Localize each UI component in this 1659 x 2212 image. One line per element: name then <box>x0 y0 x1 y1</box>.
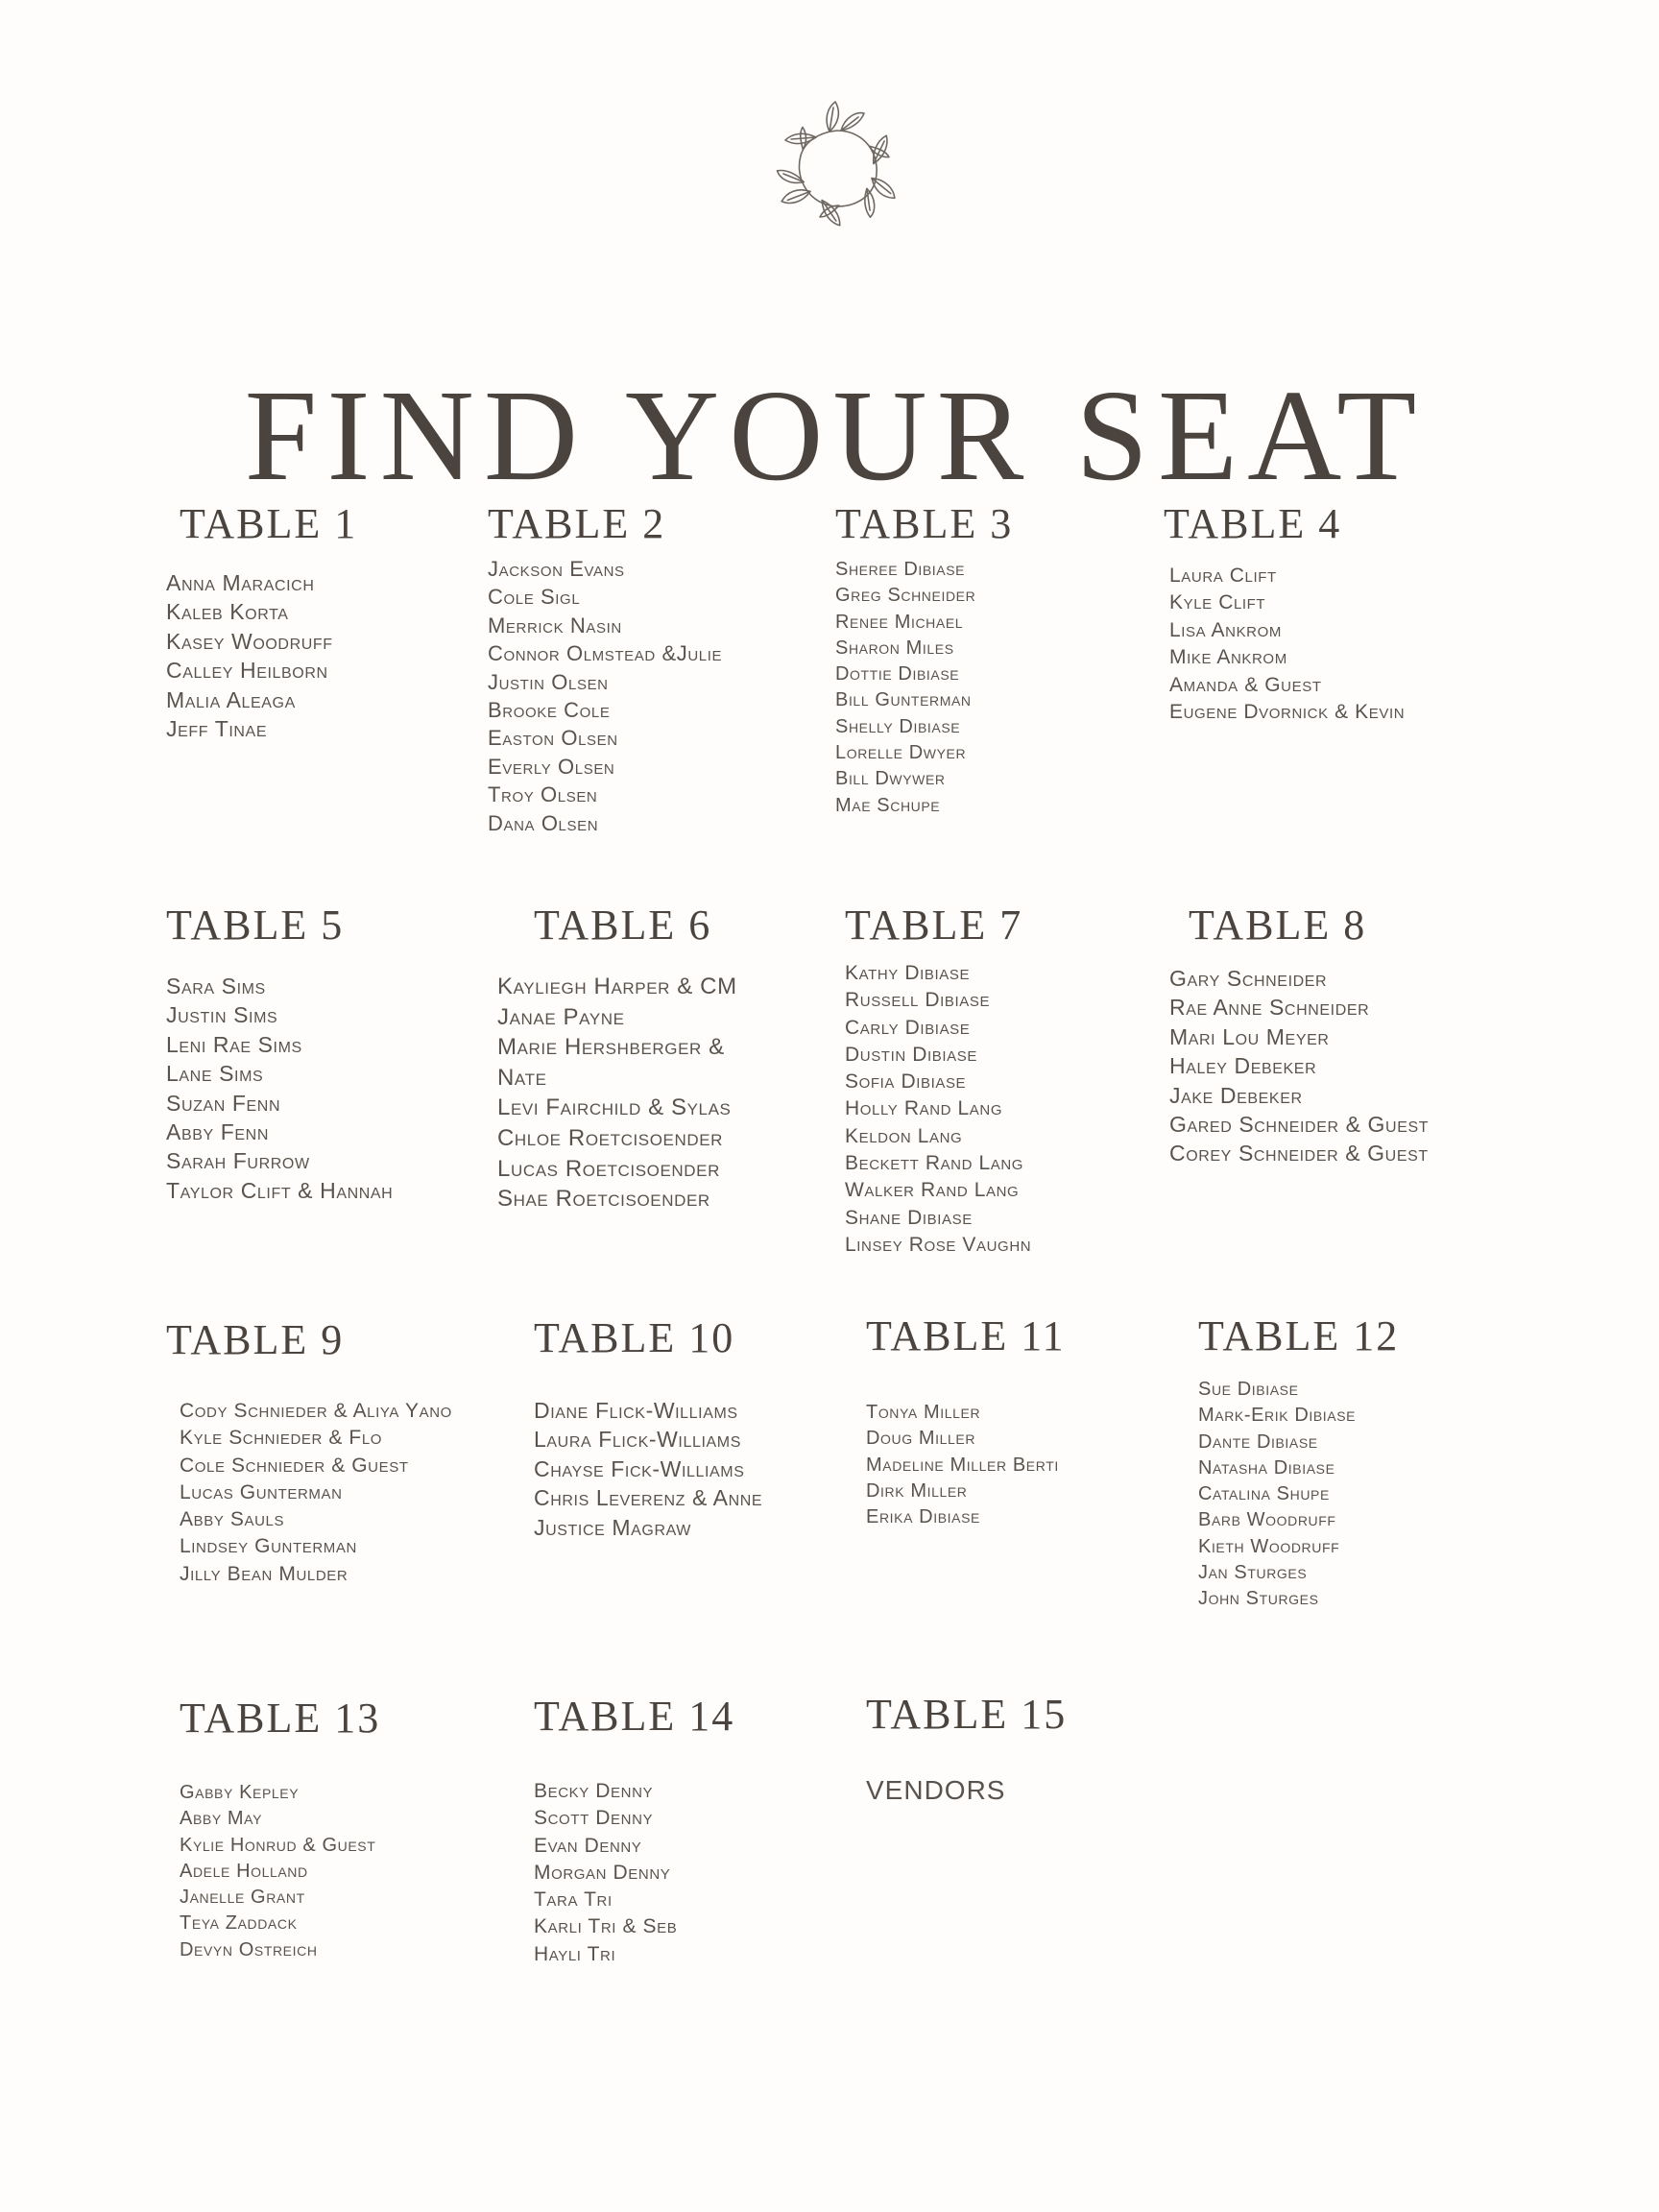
guest-name: Greg Schneider <box>835 585 976 607</box>
guest-name: Teya Zaddack <box>180 1912 298 1935</box>
guest-name: Bill Gunterman <box>835 689 972 711</box>
guest-name: Kaleb Korta <box>166 599 289 625</box>
guest-list <box>1169 964 1515 1168</box>
guest-name: Laura Flick-Williams <box>534 1427 741 1453</box>
guest-list <box>166 972 512 1205</box>
guest-name: Calley Heilborn <box>166 658 328 684</box>
table-heading: TABLE 6 <box>534 902 712 949</box>
guest-name: Sue Dibiase <box>1198 1379 1299 1400</box>
guest-name: Levi Fairchild & Sylas <box>497 1094 732 1121</box>
table-15-block <box>866 1690 1212 1807</box>
guest-name: Devyn Ostreich <box>180 1938 318 1960</box>
guest-name: Chloe Roetcisoender <box>497 1124 724 1151</box>
guest-name: Cody Schnieder & Aliya Yano <box>180 1400 452 1422</box>
guest-name: Eugene Dvornick & Kevin <box>1169 701 1406 724</box>
table-heading: TABLE 2 <box>488 500 666 547</box>
guest-name: Dante Dibiase <box>1198 1431 1318 1453</box>
guest-name: Merrick Nasin <box>488 613 622 637</box>
guest-name: Gabby Kepley <box>180 1782 300 1803</box>
guest-name: Leni Rae Sims <box>166 1031 302 1057</box>
guest-name: Doug Miller <box>866 1428 976 1450</box>
guest-name: Erika Dibiase <box>866 1506 980 1528</box>
guest-list <box>1169 563 1509 726</box>
guest-name: Gary Schneider <box>1169 966 1328 991</box>
guest-name: Jackson Evans <box>488 557 625 581</box>
guest-name: Lisa Ankrom <box>1169 618 1282 641</box>
guest-list <box>180 1398 512 1588</box>
guest-name: Cole Schnieder & Guest <box>180 1454 409 1477</box>
guest-name: Dottie Dibiase <box>835 663 960 685</box>
table-12-block <box>1198 1311 1544 1613</box>
guest-name: Mark-Erik Dibiase <box>1198 1405 1357 1427</box>
guest-name: Kasey Woodruff <box>166 628 333 654</box>
guest-name: Sarah Furrow <box>166 1148 310 1174</box>
table-heading: TABLE 12 <box>1198 1312 1400 1359</box>
guest-name: Lindsey Gunterman <box>180 1535 357 1558</box>
guest-list <box>534 1396 879 1542</box>
guest-name: Dustin Dibiase <box>845 1043 977 1066</box>
guest-name: Holly Rand Lang <box>845 1097 1003 1120</box>
guest-name: Jake Debeker <box>1169 1082 1303 1108</box>
guest-list <box>534 1778 879 1968</box>
guest-name: Lucas Gunterman <box>180 1480 343 1503</box>
guest-name: Lorelle Dwyer <box>835 742 967 764</box>
guest-name: Justice Magraw <box>534 1514 691 1540</box>
table-8-block <box>1169 901 1515 1168</box>
guest-name: Dirk Miller <box>866 1479 968 1502</box>
guest-name: Easton Olsen <box>488 726 618 751</box>
table-7-block <box>845 901 1190 1259</box>
guest-name: Catalina Shupe <box>1198 1483 1330 1505</box>
guest-name: Lane Sims <box>166 1061 264 1087</box>
guest-name: Carly Dibiase <box>845 1016 971 1039</box>
table-3-block <box>835 499 1181 819</box>
guest-name: Linsey Rose Vaughn <box>845 1233 1032 1256</box>
guest-name: Kathy Dibiase <box>845 962 971 984</box>
guest-name: Keldon Lang <box>845 1124 963 1147</box>
table-heading: TABLE 10 <box>534 1314 735 1361</box>
guest-name: Madeline Miller Berti <box>866 1454 1059 1476</box>
guest-name: Mike Ankrom <box>1169 646 1287 669</box>
guest-name: Walker Rand Lang <box>845 1179 1020 1202</box>
table-heading: TABLE 14 <box>534 1693 735 1740</box>
guest-name: Kylie Honrud & Guest <box>180 1834 376 1856</box>
guest-name: Shae Roetcisoender <box>497 1186 710 1213</box>
table-4-block <box>1164 499 1509 726</box>
guest-name: Jilly Bean Mulder <box>180 1562 349 1585</box>
guest-name: John Sturges <box>1198 1588 1319 1610</box>
guest-name: Sofia Dibiase <box>845 1070 967 1094</box>
guest-name: Malia Aleaga <box>166 686 296 712</box>
guest-name: Tara Tri <box>534 1888 613 1911</box>
guest-list <box>866 1774 1212 1807</box>
guest-name: Kyle Clift <box>1169 591 1266 614</box>
guest-list <box>835 557 1181 819</box>
guest-name: Renee Michael <box>835 611 964 633</box>
guest-name: Connor Olmstead &Julie <box>488 641 723 666</box>
guest-name: Justin Sims <box>166 1002 278 1028</box>
guest-name: Russell Dibiase <box>845 989 991 1012</box>
guest-name: Justin Olsen <box>488 669 609 694</box>
guest-name: Amanda & Guest <box>1169 673 1322 696</box>
guest-list <box>497 972 843 1214</box>
guest-name: Sheree Dibiase <box>835 559 966 580</box>
table-heading: TABLE 13 <box>180 1695 381 1742</box>
guest-name: Mari Lou Meyer <box>1169 1023 1330 1049</box>
guest-name: Janae Payne <box>497 1003 625 1030</box>
guest-name: Diane Flick-Williams <box>534 1398 738 1423</box>
guest-name: Jeff Tinae <box>166 716 268 742</box>
guest-name: Karli Tri & Seb <box>534 1915 678 1938</box>
guest-name: Anna Maracich <box>166 570 315 595</box>
guest-name: Suzan Fenn <box>166 1090 281 1116</box>
guest-name: Janelle Grant <box>180 1887 305 1909</box>
guest-name: Chris Leverenz & Anne <box>534 1485 763 1511</box>
guest-name: Adele Holland <box>180 1860 308 1882</box>
guest-list <box>166 568 512 743</box>
guest-name: Hayli Tri <box>534 1942 616 1965</box>
table-heading: TABLE 11 <box>866 1312 1066 1359</box>
guest-name: Natasha Dibiase <box>1198 1456 1335 1479</box>
guest-name: Becky Denny <box>534 1780 654 1802</box>
table-6-block <box>497 901 843 1214</box>
guest-name: Jan Sturges <box>1198 1562 1308 1584</box>
guest-name: Lucas Roetcisoender <box>497 1155 720 1182</box>
guest-name: Corey Schneider & Guest <box>1169 1141 1429 1166</box>
table-heading: TABLE 5 <box>166 902 345 949</box>
guest-list <box>1198 1377 1544 1613</box>
guest-list <box>845 960 1190 1259</box>
guest-name: Shane Dibiase <box>845 1206 973 1229</box>
table-14-block <box>534 1692 879 1968</box>
guest-name: Bill Dwywer <box>835 768 946 790</box>
guest-name: Morgan Denny <box>534 1861 671 1884</box>
guest-name: Troy Olsen <box>488 782 598 807</box>
table-heading: TABLE 15 <box>866 1691 1068 1738</box>
table-13-block <box>180 1694 525 1963</box>
guest-name: Mae Schupe <box>835 794 941 816</box>
guest-name: Nate <box>497 1064 547 1091</box>
table-11-block <box>866 1311 1212 1530</box>
guest-list <box>866 1400 1212 1530</box>
guest-name: Laura Clift <box>1169 565 1277 587</box>
guest-name: Dana Olsen <box>488 810 599 835</box>
guest-name: Cole Sigl <box>488 585 581 610</box>
guest-name: Haley Debeker <box>1169 1053 1317 1079</box>
page-title: FIND YOUR SEAT <box>244 364 1427 509</box>
guest-name: Abby May <box>180 1808 263 1830</box>
guest-name: Evan Denny <box>534 1834 642 1857</box>
guest-name: Rae Anne Schneider <box>1169 995 1370 1021</box>
guest-name: Abby Fenn <box>166 1119 269 1145</box>
guest-name: Shelly Dibiase <box>835 715 961 737</box>
guest-name: Kayliegh Harper & CM <box>497 974 737 999</box>
guest-name: Sharon Miles <box>835 637 954 659</box>
guest-name: Beckett Rand Lang <box>845 1152 1024 1175</box>
guest-name: Tonya Miller <box>866 1402 981 1423</box>
leaf-wreath-icon <box>772 96 902 238</box>
guest-name: Chayse Fick-Williams <box>534 1455 745 1481</box>
guest-name: Scott Denny <box>534 1807 654 1830</box>
table-heading: TABLE 8 <box>1189 902 1367 949</box>
guest-name: Kyle Schnieder & Flo <box>180 1427 383 1450</box>
table-1-block <box>166 499 512 743</box>
table-10-block <box>534 1313 879 1542</box>
guest-name: Gared Schneider & Guest <box>1169 1112 1430 1138</box>
table-heading: TABLE 1 <box>180 500 358 547</box>
guest-list <box>180 1780 525 1963</box>
guest-name: Everly Olsen <box>488 754 615 779</box>
guest-list <box>488 555 833 837</box>
guest-name: Barb Woodruff <box>1198 1509 1336 1531</box>
guest-name: Marie Hershberger & <box>497 1034 725 1061</box>
table-9-block <box>166 1315 512 1588</box>
vendors-label: VENDORS <box>866 1775 1006 1805</box>
table-heading: TABLE 7 <box>845 902 1023 949</box>
guest-name: Sara Sims <box>166 974 266 998</box>
table-heading: TABLE 4 <box>1164 500 1342 547</box>
table-heading: TABLE 9 <box>166 1316 345 1363</box>
guest-name: Taylor Clift & Hannah <box>166 1177 394 1203</box>
guest-name: Kieth Woodruff <box>1198 1535 1340 1557</box>
guest-name: Abby Sauls <box>180 1508 285 1531</box>
table-2-block <box>488 499 833 837</box>
table-heading: TABLE 3 <box>835 500 1014 547</box>
guest-name: Brooke Cole <box>488 698 611 723</box>
table-5-block <box>166 901 512 1205</box>
